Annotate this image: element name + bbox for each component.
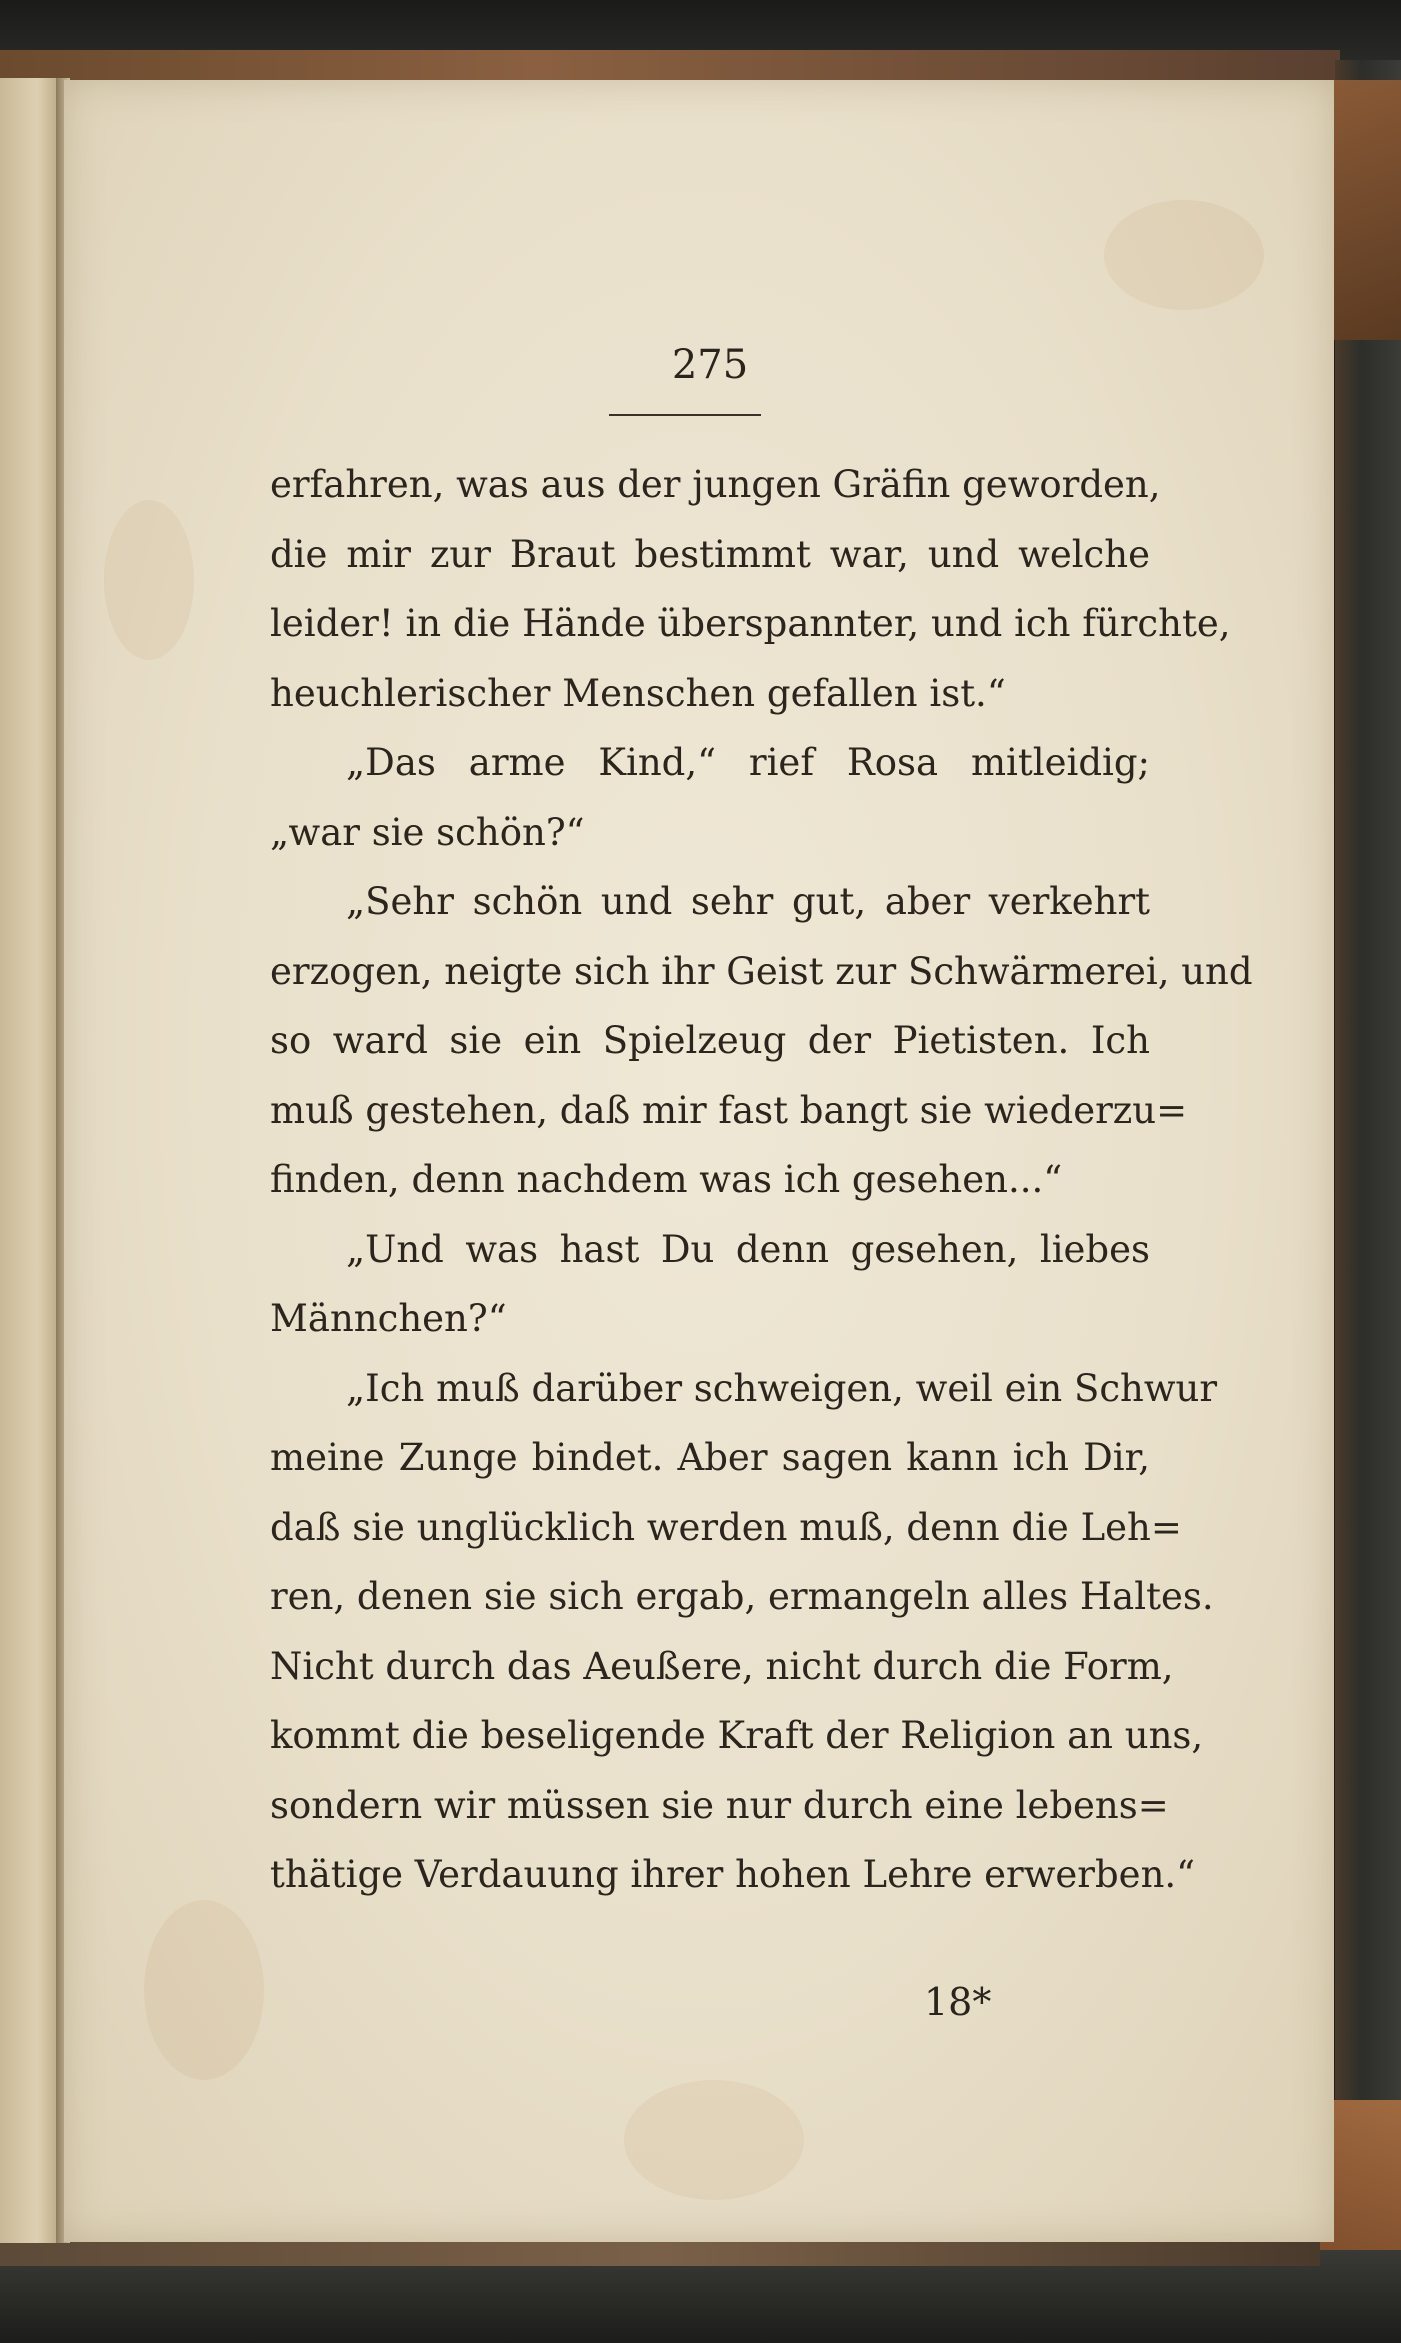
book-board-edge-bottom xyxy=(0,2240,1320,2266)
text-line: kommt die beseligende Kraft der Religion an uns, xyxy=(270,1714,1204,1757)
text-line: die mir zur Braut bestimmt war, und welche xyxy=(270,532,1150,576)
paper-stain xyxy=(144,1900,264,2080)
text-line: ren, denen sie sich ergab, ermangeln alles Haltes. xyxy=(270,1575,1214,1618)
book-board-edge-top xyxy=(0,50,1340,80)
text-line: finden, denn nachdem was ich gesehen...“ xyxy=(270,1158,1063,1201)
text-line: „Und was hast Du denn gesehen, liebes xyxy=(346,1227,1150,1271)
book-page xyxy=(64,80,1334,2242)
leather-corner-top xyxy=(1330,80,1401,340)
text-line: heuchlerischer Menschen gefallen ist.“ xyxy=(270,671,1006,715)
signature-mark: 18* xyxy=(924,1980,992,2024)
text-line: Nicht durch das Aeußere, nicht durch die Form, xyxy=(270,1644,1174,1688)
body-text xyxy=(270,450,1253,1910)
text-line: „Das arme Kind,“ rief Rosa mitleidig; xyxy=(346,741,1150,784)
text-line: erzogen, neigte sich ihr Geist zur Schwärmerei, und xyxy=(270,949,1253,993)
paper-stain xyxy=(624,2080,804,2200)
text-line: erfahren, was aus der jungen Gräfin geworden, xyxy=(270,463,1161,506)
paper-stain xyxy=(104,500,194,660)
text-line: thätige Verdauung ihrer hohen Lehre erwerben.“ xyxy=(270,1853,1196,1896)
paper-stain xyxy=(1104,200,1264,310)
facing-page-edge xyxy=(0,78,62,2243)
page-number: 275 xyxy=(671,342,749,388)
text-line: leider! in die Hände überspannter, und ich fürchte, xyxy=(270,602,1231,645)
text-line: „war sie schön?“ xyxy=(270,810,585,854)
book-cover-right xyxy=(1335,60,1401,2260)
text-line: so ward sie ein Spielzeug der Pietisten. Ich xyxy=(270,1019,1150,1062)
header-rule xyxy=(609,414,761,416)
text-line: meine Zunge bindet. Aber sagen kann ich Dir, xyxy=(270,1436,1150,1479)
text-line: „Ich muß darüber schweigen, weil ein Schwur xyxy=(346,1366,1218,1410)
text-line: sondern wir müssen sie nur durch eine lebens= xyxy=(270,1783,1169,1827)
text-line: Männchen?“ xyxy=(270,1297,507,1340)
text-line: „Sehr schön und sehr gut, aber verkehrt xyxy=(346,880,1150,923)
text-line: daß sie unglücklich werden muß, denn die Leh= xyxy=(270,1505,1182,1549)
text-line: muß gestehen, daß mir fast bangt sie wiederzu= xyxy=(270,1088,1188,1132)
